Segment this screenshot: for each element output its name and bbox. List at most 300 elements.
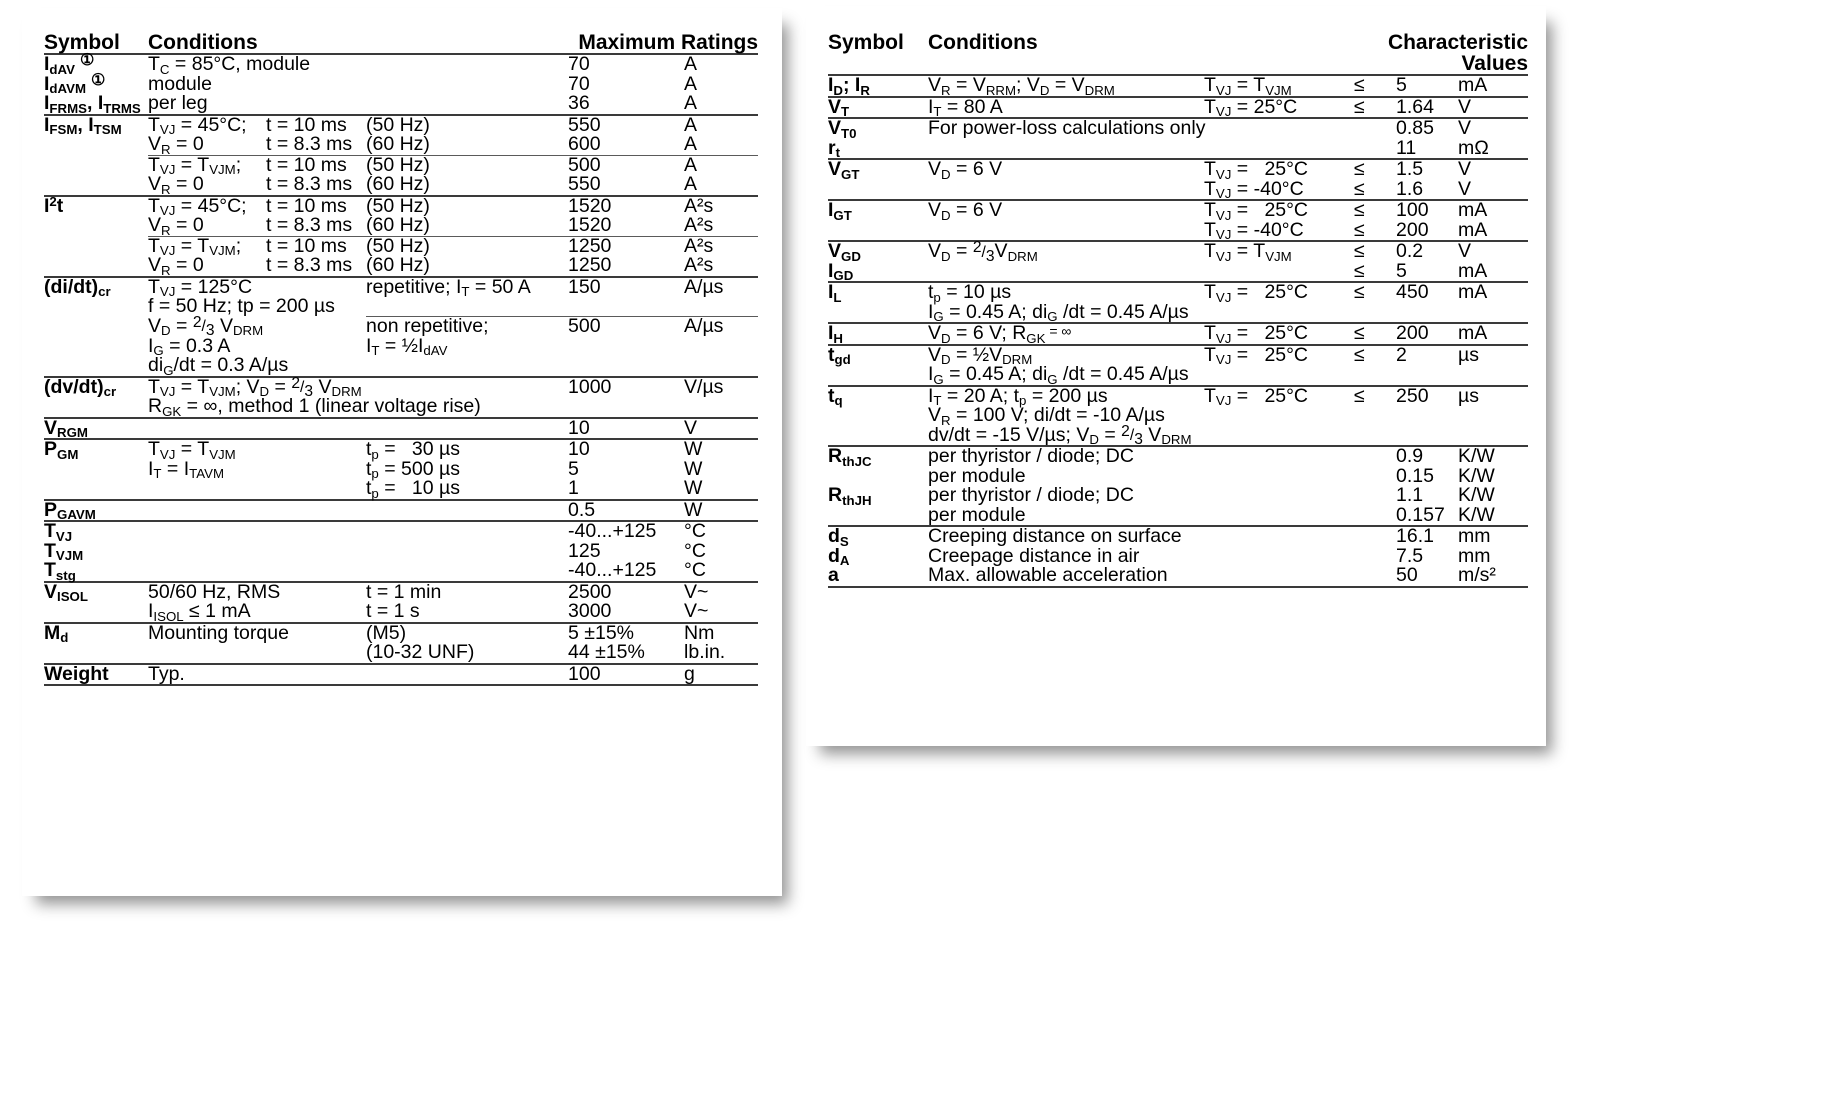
maximum-ratings-table [44, 32, 758, 686]
unit-il: mA [1458, 282, 1528, 303]
unit-ifrms: A [684, 92, 698, 114]
value-didt-repetitive: 150 [568, 277, 684, 298]
table-row [828, 97, 1528, 119]
symbol-visol: $V_{ISOL}$ [44, 582, 148, 603]
spacer-cell [1396, 303, 1458, 324]
relation-vgt-25: ≤ [1354, 159, 1396, 180]
spacer-cell [568, 397, 684, 418]
temperature-vgt-25: $T_{VJ} = 25^\circ C$ [1204, 159, 1354, 180]
symbol-igd: $I_{GD}$ [828, 259, 854, 284]
spacer-cell [1354, 303, 1396, 324]
unit-id-ir: mA [1458, 75, 1528, 97]
condition-dvdt-line2: $R_{GK}$ = ∞, method 1 (linear voltage rise) [148, 395, 481, 419]
symbol-ifrms-itrms: $I_{FRMS}$, $I_{TRMS}$ [44, 92, 141, 116]
unit-tq: µs [1458, 386, 1528, 407]
unit-md-unf: lb.in. [684, 641, 726, 663]
temperature-vt: $T_{VJ} = 25^\circ C$ [1204, 97, 1354, 119]
spacer-cell [1396, 365, 1458, 386]
unit-ifsm-tvjm-50hz: A [684, 155, 758, 175]
symbol-spacer [828, 365, 928, 386]
header-symbol: Symbol [828, 31, 904, 54]
value-vrgm: 10 [568, 418, 684, 440]
unit-md-m5: Nm [684, 623, 758, 644]
condition-rthjh-module: per module [928, 503, 1026, 526]
table-row [44, 175, 758, 196]
spacer-cell [1396, 426, 1458, 447]
symbol-rthjh: $R_{thJH}$ [828, 484, 872, 508]
table-row [44, 623, 758, 644]
condition-ifsm-time3: t = 10 ms [266, 155, 366, 175]
unit-pgm-2: W [684, 457, 703, 480]
symbol-rt: $r_t$ [828, 136, 841, 161]
table-row [828, 526, 1528, 547]
table-row [828, 282, 1528, 303]
condition-i2t-temp: $T_{VJ} = 45^\circ C$; [148, 196, 266, 217]
condition-igt: $V_D = 6$ V [928, 200, 1204, 221]
value-ifrms: 36 [568, 92, 590, 114]
value-i2t-tvjm-60hz: 1250 [568, 254, 612, 276]
header-maximum-ratings: Maximum Ratings [578, 31, 759, 54]
condition-tgd-vd: $V_D$ = $\frac{1}{2}V_{DRM}$ [928, 345, 1204, 366]
symbol-tq: $t_q$ [828, 386, 928, 407]
value-a: 50 [1396, 566, 1458, 587]
condition-tgd-ig: $I_G = 0.45$ A; $di_G$ /dt = 0.45 A/µs [928, 363, 1189, 387]
symbol-vgd: $V_{GD}$ [828, 241, 928, 262]
condition-ds: Creeping distance on surface [928, 526, 1354, 547]
value-pgm-3: 1 [568, 477, 579, 499]
temperature-igt-40: $T_{VJ} = -40^\circ C$ [1204, 218, 1304, 243]
symbol-vrgm: $V_{RGM}$ [44, 418, 148, 440]
value-ds: 16.1 [1396, 526, 1458, 547]
spacer-cell [568, 297, 684, 317]
relation-tgd: ≤ [1354, 345, 1396, 366]
condition-ifsm-freq4: (60 Hz) [366, 173, 430, 195]
unit-ds: mm [1458, 526, 1528, 547]
relation-vt0 [1354, 118, 1396, 139]
temperature-vgt-40: $T_{VJ} = -40^\circ C$ [1204, 177, 1304, 202]
symbol-dvdt-cr: $(dv/dt)_{cr}$ [44, 377, 148, 398]
symbol-vgt: $V_{GT}$ [828, 159, 928, 180]
condition-il-ig: $I_G = 0.45$ A; $di_G$ /dt = 0.45 A/µs [928, 300, 1189, 325]
condition-visol-2: $I_{ISOL} \le 1$ mA [148, 600, 251, 624]
condition-tq-vr: $V_R = 100$ V; di/dt = -10 A/µs [928, 404, 1165, 428]
spacer-cell [1354, 547, 1396, 567]
condition-visol-1: 50/60 Hz, RMS [148, 582, 366, 603]
value-md-unf: 44 ±15% [568, 641, 645, 663]
spacer-cell [684, 356, 758, 377]
unit-igd: mA [1458, 259, 1488, 282]
characteristic-values-card [806, 6, 1546, 746]
unit-rt: mΩ [1458, 136, 1489, 159]
relation-ds [1354, 526, 1396, 547]
symbol-tvj: $T_{VJ}$ [44, 521, 148, 542]
table-row [44, 582, 758, 603]
symbol-pgm: $P_{GM}$ [44, 439, 148, 460]
spacer-cell [1354, 486, 1396, 506]
symbol-rthjc: $R_{thJC}$ [828, 446, 928, 467]
condition-didt-digdt: $di_G/dt = 0.3$ A/µs [148, 354, 289, 378]
condition-i2t-time4: t = 8.3 ms [266, 254, 353, 276]
spacer-cell [148, 479, 366, 500]
symbol-spacer [44, 155, 148, 175]
unit-didt-nonrepetitive: A/µs [684, 317, 758, 337]
symbol-spacer [44, 602, 148, 623]
value-pgm-2: 5 [568, 457, 579, 480]
value-md-m5: 5 ±15% [568, 623, 684, 644]
table-row [44, 418, 758, 440]
symbol-a: a [828, 566, 928, 587]
relation-igt-25: ≤ [1354, 200, 1396, 221]
spacer-cell [568, 337, 684, 357]
symbol-ifsm-itsm: $I_{FSM}$, $I_{TSM}$ [44, 115, 148, 136]
unit-tvjm: °C [684, 539, 706, 562]
table-row [44, 216, 758, 236]
condition-vt: $I_T = 80$ A [928, 97, 1204, 119]
table-row [44, 277, 758, 298]
unit-a: m/s² [1458, 566, 1528, 587]
symbol-da: $d_A$ [828, 544, 850, 569]
spacer-cell [1354, 365, 1396, 386]
symbol-i2t: $I^2t$ [44, 196, 148, 217]
table-row [44, 94, 758, 115]
condition-pgm-tp1: $t_p = 30$ µs [366, 439, 568, 460]
unit-ifsm-tvjm-60hz: A [684, 173, 698, 195]
symbol-spacer [828, 180, 928, 201]
unit-vgt-40: V [1458, 177, 1472, 200]
value-rthjh-thyristor: 1.1 [1396, 484, 1424, 506]
symbol-tgd: $t_{gd}$ [828, 345, 928, 366]
condition-rthjh-thyristor: per thyristor / diode; DC [928, 484, 1134, 506]
symbol-tstg: $T_{stg}$ [44, 559, 76, 583]
condition-didt-repetitive: repetitive; $I_T = 50$ A [366, 277, 568, 298]
symbol-didt-cr: $(di/dt)_{cr}$ [44, 277, 148, 298]
symbol-weight: Weight [44, 664, 148, 686]
condition-pgavm [148, 500, 568, 522]
symbol-spacer [828, 467, 928, 487]
symbol-igt: $I_{GT}$ [828, 200, 928, 221]
table-row [44, 521, 758, 542]
value-pgm-1: 10 [568, 439, 684, 460]
condition-i2t-time3: t = 10 ms [266, 236, 366, 256]
value-visol-1: 2500 [568, 582, 684, 603]
relation-vt: ≤ [1354, 97, 1396, 119]
unit-vgt-25: V [1458, 159, 1528, 180]
condition-ifsm-vr2: $V_R = 0$ [148, 173, 204, 197]
table-row [828, 139, 1528, 160]
value-visol-2: 3000 [568, 600, 612, 622]
value-tvjm: 125 [568, 539, 601, 562]
table-row [828, 566, 1528, 587]
value-rthjh-module: 0.157 [1396, 503, 1445, 526]
spacer-cell [366, 297, 568, 317]
unit-rthjh-module: K/W [1458, 503, 1495, 526]
table-row [828, 241, 1528, 262]
unit-i2t-60hz: A²s [684, 214, 714, 236]
condition-i2t-time: t = 10 ms [266, 196, 366, 217]
condition-i2t-freq2: (60 Hz) [366, 214, 430, 236]
condition-pgm-it: $I_T = I_{TAVM}$ [148, 457, 225, 482]
unit-idavm: A [684, 72, 698, 95]
unit-igt-40: mA [1458, 218, 1488, 241]
value-ifsm-tvjm-50hz: 500 [568, 155, 684, 175]
symbol-spacer [44, 297, 148, 317]
unit-rthjc-module: K/W [1458, 464, 1495, 487]
symbol-vt: $V_T$ [828, 97, 928, 119]
unit-pgavm: W [684, 500, 758, 522]
table-row [828, 75, 1528, 97]
relation-igt-40: ≤ [1354, 218, 1365, 241]
unit-i2t-50hz: A²s [684, 196, 758, 217]
symbol-spacer [44, 397, 148, 418]
relation-rthjc [1354, 446, 1396, 467]
table-row [828, 426, 1528, 447]
spacer-cell [928, 262, 1204, 283]
temperature-il: $T_{VJ} = 25^\circ C$ [1204, 282, 1354, 303]
condition-didt-nonrepetitive: non repetitive; [366, 317, 568, 337]
spacer-cell [1354, 406, 1396, 426]
symbol-spacer [44, 256, 148, 277]
spacer-cell [928, 180, 1204, 201]
table-row [828, 221, 1528, 242]
symbol-il: $I_L$ [828, 282, 928, 303]
symbol-spacer [828, 506, 928, 527]
table-row [44, 236, 758, 256]
condition-ifsm-tvjm: $T_{VJ} = T_{VJM}$; [148, 155, 266, 175]
relation-rt [1354, 139, 1396, 160]
spacer-cell [1458, 365, 1528, 386]
header-conditions: Conditions [928, 31, 1038, 54]
table-row [44, 643, 758, 664]
condition-tvj [148, 521, 568, 542]
unit-vgd: V [1458, 241, 1528, 262]
spacer-cell [1354, 566, 1396, 587]
spacer-cell [1458, 303, 1528, 324]
table-row [828, 180, 1528, 201]
symbol-spacer [44, 236, 148, 256]
condition-i2t-tvjm: $T_{VJ} = T_{VJM}$; [148, 236, 266, 256]
relation-il: ≤ [1354, 282, 1396, 303]
table-header-row [44, 32, 758, 54]
condition-i2t-freq: (50 Hz) [366, 196, 568, 217]
unit-ih: mA [1458, 323, 1528, 345]
symbol-spacer [828, 303, 928, 324]
value-i2t-tvjm-50hz: 1250 [568, 236, 684, 256]
symbol-md: $M_d$ [44, 623, 148, 644]
condition-pgm-tp3: $t_p = 10$ µs [366, 477, 460, 501]
temperature-igt-25: $T_{VJ} = 25^\circ C$ [1204, 200, 1354, 221]
table-row [44, 561, 758, 582]
table-row [44, 135, 758, 155]
characteristic-values-table [828, 32, 1528, 588]
condition-ifrms: per leg [148, 92, 208, 114]
condition-vgd: $V_D = 2/3V_{DRM}$ [928, 241, 1204, 262]
symbol-spacer [828, 406, 928, 426]
unit-igt-25: mA [1458, 200, 1528, 221]
condition-idavm: module [148, 72, 212, 95]
spacer-cell [1354, 426, 1396, 447]
spacer-cell [684, 297, 758, 317]
value-dvdt: 1000 [568, 377, 684, 398]
unit-dvdt: V/µs [684, 377, 758, 398]
value-rthjc-module: 0.15 [1396, 464, 1434, 487]
table-row [828, 303, 1528, 324]
table-row [44, 317, 758, 337]
value-ifsm-50hz: 550 [568, 115, 684, 136]
condition-idav: $T_C = 85^\circ C$, module [148, 54, 568, 75]
unit-rthjc-thyristor: K/W [1458, 446, 1528, 467]
value-vgt-25: 1.5 [1396, 159, 1458, 180]
value-rthjc-thyristor: 0.9 [1396, 446, 1458, 467]
table-row [828, 386, 1528, 407]
value-vgd: 0.2 [1396, 241, 1458, 262]
unit-didt-repetitive: A/µs [684, 277, 758, 298]
relation-id-ir: ≤ [1354, 75, 1396, 97]
spacer-cell [928, 139, 1354, 160]
condition-didt-temp: $T_{VJ} = 125^\circ C$ [148, 277, 366, 298]
value-id-ir: 5 [1396, 75, 1458, 97]
spacer-cell [928, 221, 1204, 242]
condition-md-unf: (10-32 UNF) [366, 641, 475, 663]
condition-visol-t1: t = 1 min [366, 582, 568, 603]
condition-didt-vd: $V_D = 2/3$ $V_{DRM}$ [148, 313, 264, 340]
relation-ih: ≤ [1354, 323, 1396, 345]
header-characteristic-values: Characteristic Values [1387, 31, 1529, 75]
value-rt: 11 [1396, 136, 1417, 159]
condition-didt-freq-pulse: f = 50 Hz; tp = 200 µs [148, 295, 335, 317]
maximum-ratings-card [22, 8, 782, 896]
condition-i2t-vr2: $V_R = 0$ [148, 254, 204, 278]
unit-pgm-3: W [684, 477, 703, 499]
condition-i2t-vr: $V_R = 0$ [148, 214, 204, 238]
unit-vt0: V [1458, 118, 1528, 139]
unit-vt: V [1458, 97, 1528, 119]
unit-da: mm [1458, 544, 1491, 567]
symbol-spacer [44, 460, 148, 480]
unit-ifsm-50hz: A [684, 115, 758, 136]
unit-weight: g [684, 664, 758, 686]
table-row [828, 486, 1528, 506]
value-vgt-40: 1.6 [1396, 177, 1424, 200]
symbol-idavm: $I_{dAVM}$ ① [44, 71, 106, 97]
condition-pgm-tp2: $t_p = 500$ µs [366, 457, 460, 482]
footnote-marker-1b: ① [90, 71, 106, 89]
value-igd: 5 [1396, 259, 1407, 282]
table-row [828, 323, 1528, 345]
table-row [828, 446, 1528, 467]
condition-id-ir: $V_R = V_{RRM}$; $V_D = V_{DRM}$ [928, 75, 1204, 97]
symbol-spacer [44, 317, 148, 337]
table-row [828, 345, 1528, 366]
symbol-spacer [828, 426, 928, 447]
condition-rthjc-thyristor: per thyristor / diode; DC [928, 446, 1354, 467]
relation-vgt-40: ≤ [1354, 177, 1365, 200]
table-row [44, 500, 758, 522]
value-weight: 100 [568, 664, 684, 686]
spacer-cell [1458, 406, 1528, 426]
unit-visol-2: V~ [684, 600, 709, 622]
temperature-vgd: $T_{VJ} = T_{VJM}$ [1204, 241, 1354, 262]
condition-tq-it: $I_T = 20$ A; $t_p = 200$ µs [928, 386, 1204, 407]
table-row [44, 479, 758, 500]
unit-i2t-tvjm-50hz: A²s [684, 236, 758, 256]
temperature-tgd: $T_{VJ} = 25^\circ C$ [1204, 345, 1354, 366]
condition-md-m5: (M5) [366, 623, 568, 644]
table-row [828, 159, 1528, 180]
condition-ifsm-temp: $T_{VJ} = 45^\circ C$; [148, 115, 266, 136]
condition-weight: Typ. [148, 664, 568, 686]
condition-ifsm-vr: $V_R = 0$ [148, 133, 204, 157]
value-idavm: 70 [568, 72, 590, 95]
condition-a: Max. allowable acceleration [928, 566, 1354, 587]
symbol-id-ir: $I_D$; $I_R$ [828, 75, 928, 97]
spacer-cell [1204, 262, 1354, 283]
condition-ifsm-freq: (50 Hz) [366, 115, 568, 136]
spacer-cell [684, 397, 758, 418]
condition-md-torque: Mounting torque [148, 623, 366, 644]
spacer-cell [568, 356, 684, 377]
condition-vt0: For power-loss calculations only [928, 118, 1354, 139]
condition-didt-ig: $I_G = 0.3$ A [148, 334, 231, 359]
symbol-ds: $d_S$ [828, 526, 928, 547]
value-tq: 250 [1396, 386, 1458, 407]
relation-igd: ≤ [1354, 259, 1365, 282]
symbol-idav: $I_{dAV}$ ① [44, 54, 148, 75]
condition-vrgm [148, 418, 568, 440]
symbol-spacer [44, 356, 148, 377]
spacer-cell [1354, 506, 1396, 527]
condition-ifsm-freq2: (60 Hz) [366, 133, 430, 155]
table-row [828, 262, 1528, 283]
symbol-pgavm: $P_{GAVM}$ [44, 500, 148, 522]
value-vt: 1.64 [1396, 97, 1458, 119]
table-row [44, 664, 758, 686]
table-row [828, 200, 1528, 221]
condition-visol-t2: t = 1 s [366, 600, 420, 622]
table-row [828, 118, 1528, 139]
symbol-tvjm: $T_{VJM}$ [44, 539, 84, 564]
unit-tgd: µs [1458, 345, 1528, 366]
relation-vgd: ≤ [1354, 241, 1396, 262]
value-tstg: -40...+125 [568, 559, 657, 581]
header-symbol: Symbol [44, 31, 120, 54]
symbol-spacer [44, 337, 148, 357]
spacer-cell [1354, 467, 1396, 487]
table-row [44, 54, 758, 75]
unit-tstg: °C [684, 559, 706, 581]
footnote-marker-1: ① [79, 52, 95, 70]
value-igt-40: 200 [1396, 218, 1429, 241]
value-il: 450 [1396, 282, 1458, 303]
condition-i2t-time2: t = 8.3 ms [266, 214, 353, 236]
symbol-spacer [44, 643, 148, 664]
value-i2t-50hz: 1520 [568, 196, 684, 217]
condition-rthjc-module: per module [928, 464, 1026, 487]
table-row [828, 506, 1528, 527]
spacer-cell [1458, 426, 1528, 447]
unit-idav: A [684, 54, 758, 75]
temperature-tq: $T_{VJ} = 25^\circ C$ [1204, 386, 1354, 407]
condition-ifsm-time2: t = 8.3 ms [266, 133, 353, 155]
symbol-spacer [44, 175, 148, 196]
spacer-cell [148, 643, 366, 664]
value-tvj: -40...+125 [568, 521, 684, 542]
symbol-spacer [44, 216, 148, 236]
condition-ifsm-freq3: (50 Hz) [366, 155, 568, 175]
value-ifsm-60hz: 600 [568, 133, 601, 155]
table-row [44, 196, 758, 217]
table-row [44, 377, 758, 398]
value-i2t-60hz: 1520 [568, 214, 612, 236]
